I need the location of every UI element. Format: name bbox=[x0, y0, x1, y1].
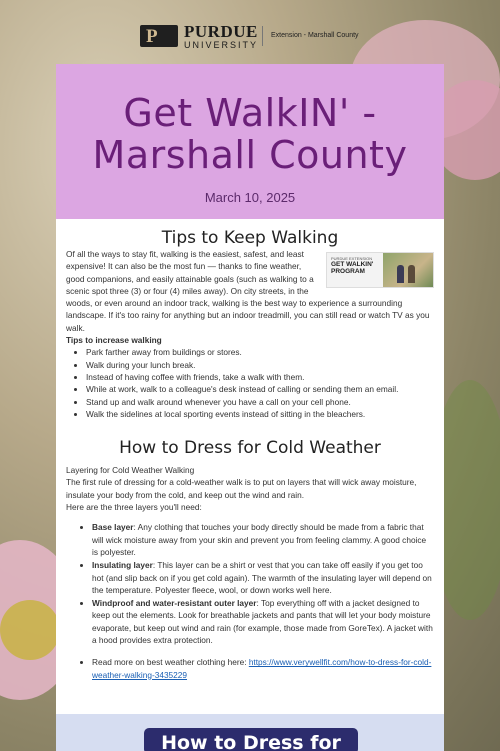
dress-lead-text: Here are the three layers you'll need: bbox=[66, 502, 202, 513]
promo-text bbox=[331, 256, 373, 275]
flower-center-decoration bbox=[0, 600, 60, 660]
layer-description: : Any clothing that touches your body directly should be made from a fabric that will wick moisture away from your skin and prevent you from feeling clammy. A good choice is polyester. bbox=[92, 522, 427, 557]
read-more-label: Read more on best weather clothing here: bbox=[92, 657, 249, 668]
layer-name: Base layer bbox=[92, 522, 134, 533]
walker-figure-icon bbox=[408, 265, 415, 283]
list-item bbox=[92, 559, 434, 596]
bottom-banner bbox=[56, 714, 444, 751]
walker-figure-icon bbox=[397, 265, 404, 283]
brand-subname: UNIVERSITY bbox=[184, 40, 259, 50]
list-item: • Walk the sidelines at local sporting events instead of sitting in the bleachers. bbox=[86, 408, 434, 420]
layer-name: Windproof and water-resistant outer layer bbox=[92, 598, 257, 609]
promo-line-1: PURDUE EXTENSION bbox=[331, 256, 373, 261]
promo-line-3: PROGRAM bbox=[331, 268, 365, 275]
tips-heading: Tips to increase walking bbox=[66, 335, 162, 346]
get-walkin-promo-image[interactable] bbox=[326, 252, 434, 288]
list-item: • Park farther away from buildings or stores. bbox=[86, 346, 434, 358]
layer-description: : Top everything off with a jacket designed to keep out the elements. Look for breathable jackets and pants that will let your body moisture evaporate, but keep out wind and rain (for example, those made from GoreTex). A jacket with a hood provides extra protection. bbox=[92, 598, 433, 646]
list-item: • Walk during your lunch break. bbox=[86, 359, 434, 371]
read-more-link[interactable]: https://www.verywellfit.com/how-to-dress-for-cold-weather-walking-3435229 bbox=[92, 657, 432, 680]
list-item: • Instead of having coffee with friends, take a walk with them. bbox=[86, 371, 434, 383]
layer-description: : This layer can be a shirt or vest that you can take off easily if you get too hot (and slip back on if you get cold again). The warmth of the insulating layer will depend on the temperature. Polyester fleece, wool, or down works well here. bbox=[92, 560, 432, 595]
newsletter-card bbox=[56, 64, 444, 751]
header-divider bbox=[262, 26, 263, 46]
walkers-photo bbox=[383, 253, 433, 287]
extension-unit-label: Extension - Marshall County bbox=[271, 32, 359, 39]
section-title-tips: Tips to Keep Walking bbox=[161, 228, 339, 248]
brand-name: PURDUE bbox=[184, 22, 258, 41]
tips-section bbox=[56, 248, 444, 420]
layer-name: Insulating layer bbox=[92, 560, 153, 571]
list-item: • While at work, walk to a colleague's desk instead of calling or sending them an email. bbox=[86, 383, 434, 395]
dress-subheading: Layering for Cold Weather Walking bbox=[66, 465, 195, 476]
promo-title: GET WALKIN' bbox=[331, 261, 374, 268]
purdue-wordmark[interactable] bbox=[184, 24, 258, 50]
layers-list bbox=[66, 521, 434, 681]
purdue-logo-icon[interactable]: P bbox=[140, 25, 178, 47]
list-item bbox=[92, 656, 434, 681]
dress-section bbox=[56, 464, 444, 681]
list-item bbox=[92, 597, 434, 646]
dress-intro-paragraph: The first rule of dressing for a cold-weather walk is to put on layers that will wick away moisture, insulate your body from the cold, and keep out the wind and rain. bbox=[66, 477, 417, 500]
how-to-dress-banner-button[interactable]: How to Dress for bbox=[144, 728, 358, 751]
tips-intro-paragraph: Of all the ways to stay fit, walking is the easiest, safest, and least expensive! It can also be the most fun — thanks to fine weather, good companions, and easily attainable goals (such as walking to a scenic spot three (3) or four (4) miles away). On city streets, in the woods, or even around an indoor track, walking is the best way to experience a surrounding landscape. If it's too rainy for anything but an indoor treadmill, you can still read or watch TV as you walk. bbox=[66, 249, 430, 333]
newsletter-header bbox=[0, 22, 500, 52]
hero-banner bbox=[56, 64, 444, 219]
list-item: • Stand up and walk around whenever you have a call on your cell phone. bbox=[86, 396, 434, 408]
newsletter-date: March 10, 2025 bbox=[204, 190, 296, 205]
newsletter-title: Get WalkIN' - Marshall County bbox=[92, 91, 408, 177]
tips-list bbox=[66, 346, 434, 420]
list-item bbox=[92, 521, 434, 558]
section-title-dress: How to Dress for Cold Weather bbox=[119, 438, 381, 459]
